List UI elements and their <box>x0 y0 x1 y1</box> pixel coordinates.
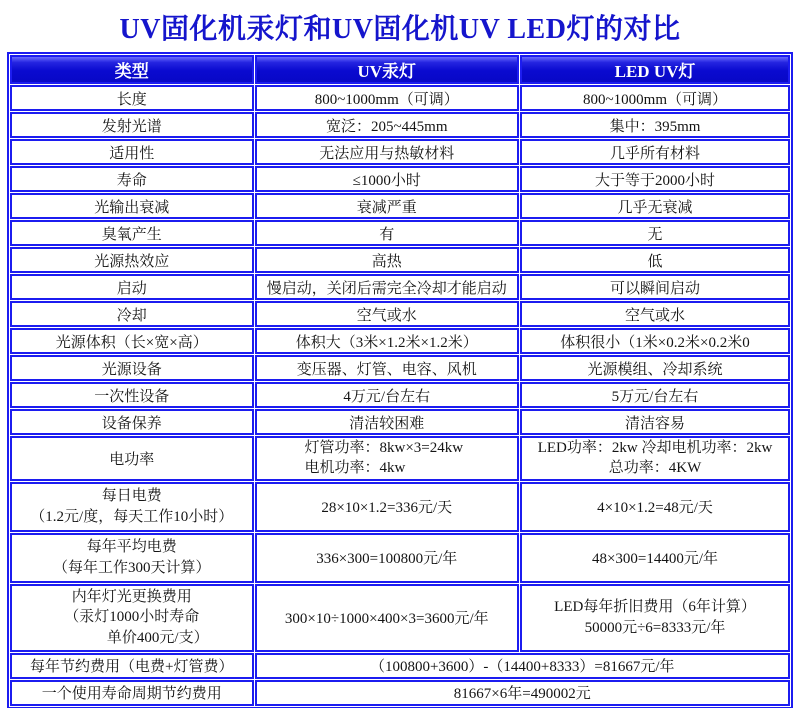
row-label-line: 内年灯光更换费用 <box>71 589 192 606</box>
led-value: 4×10×1.2=48元/天 <box>520 482 790 532</box>
table-row-yearly-cost <box>10 533 790 583</box>
led-value-line: LED每年折旧费用（6年计算） <box>554 599 756 616</box>
row-label: 冷却 <box>10 301 254 327</box>
mercury-value: 清洁较困难 <box>255 409 520 435</box>
table-row <box>10 301 790 327</box>
mercury-value: ≤1000小时 <box>255 166 520 192</box>
table-row <box>10 382 790 408</box>
table-row <box>10 355 790 381</box>
row-label: 发射光谱 <box>10 112 254 138</box>
row-label <box>10 584 254 652</box>
table-row-power <box>10 436 790 481</box>
row-label <box>10 482 254 532</box>
led-value-line: 总功率：4KW <box>608 460 702 477</box>
led-value: 低 <box>520 247 790 273</box>
row-label: 每年节约费用（电费+灯管费） <box>10 653 254 679</box>
header-row <box>10 55 790 84</box>
led-value: 800~1000mm（可调） <box>520 85 790 111</box>
led-value: 集中：395mm <box>520 112 790 138</box>
row-label: 光源体积（长×宽×高） <box>10 328 254 354</box>
row-label-line: 单价400元/支） <box>106 629 209 646</box>
header-type: 类型 <box>10 55 254 84</box>
led-value <box>520 436 790 481</box>
row-label: 设备保养 <box>10 409 254 435</box>
led-value: 几乎所有材料 <box>520 139 790 165</box>
row-label: 一个使用寿命周期节约费用 <box>10 680 254 706</box>
row-label: 适用性 <box>10 139 254 165</box>
led-value-line: 50000元÷6=8333元/年 <box>584 619 726 636</box>
mercury-value-line: 电机功率：4kw <box>304 460 406 477</box>
row-label-line: （每年工作300天计算） <box>52 559 211 576</box>
row-label: 光源热效应 <box>10 247 254 273</box>
mercury-value: 衰减严重 <box>255 193 520 219</box>
led-value: 大于等于2000小时 <box>520 166 790 192</box>
mercury-value: 300×10÷1000×400×3=3600元/年 <box>255 584 520 652</box>
table-row <box>10 220 790 246</box>
comparison-table <box>7 52 793 708</box>
table-row <box>10 112 790 138</box>
led-value: 体积很小（1米×0.2米×0.2米0 <box>520 328 790 354</box>
row-label: 臭氧产生 <box>10 220 254 246</box>
row-label-line: 每日电费 <box>101 488 162 505</box>
row-label: 启动 <box>10 274 254 300</box>
header-uv-mercury: UV汞灯 <box>255 55 520 84</box>
mercury-value: 28×10×1.2=336元/天 <box>255 482 520 532</box>
led-value: 48×300=14400元/年 <box>520 533 790 583</box>
row-label-line: 每年平均电费 <box>86 539 177 556</box>
mercury-value: 空气或水 <box>255 301 520 327</box>
row-label-line: （1.2元/度，每天工作10小时） <box>30 508 234 525</box>
table-row-replacement-cost <box>10 584 790 652</box>
mercury-value: 体积大（3米×1.2米×1.2米） <box>255 328 520 354</box>
mercury-value: 4万元/台左右 <box>255 382 520 408</box>
led-value <box>520 584 790 652</box>
row-label-line: （汞灯1000小时寿命 <box>64 609 200 626</box>
table-row <box>10 139 790 165</box>
mercury-value: 无法应用与热敏材料 <box>255 139 520 165</box>
mercury-value: 高热 <box>255 247 520 273</box>
led-value-line: LED功率：2kw 冷却电机功率：2kw <box>537 440 773 456</box>
row-label: 电功率 <box>10 436 254 481</box>
merged-value: （100800+3600）-（14400+8333）=81667元/年 <box>255 653 791 679</box>
led-value: 5万元/台左右 <box>520 382 790 408</box>
mercury-value-line: 灯管功率：8kw×3=24kw <box>304 440 464 456</box>
table-row <box>10 274 790 300</box>
mercury-value: 336×300=100800元/年 <box>255 533 520 583</box>
table-row-lifecycle-saving <box>10 680 790 706</box>
merged-value: 81667×6年=490002元 <box>255 680 791 706</box>
mercury-value: 慢启动，关闭后需完全冷却才能启动 <box>255 274 520 300</box>
row-label <box>10 533 254 583</box>
mercury-value: 变压器、灯管、电容、风机 <box>255 355 520 381</box>
row-label: 寿命 <box>10 166 254 192</box>
led-value: 无 <box>520 220 790 246</box>
led-value: 可以瞬间启动 <box>520 274 790 300</box>
row-label: 光输出衰减 <box>10 193 254 219</box>
table-row-daily-cost <box>10 482 790 532</box>
header-led-uv: LED UV灯 <box>520 55 790 84</box>
led-value: 空气或水 <box>520 301 790 327</box>
led-value: 几乎无衰减 <box>520 193 790 219</box>
table-row-yearly-saving <box>10 653 790 679</box>
table-row <box>10 409 790 435</box>
mercury-value: 800~1000mm（可调） <box>255 85 520 111</box>
table-row <box>10 166 790 192</box>
table-row <box>10 247 790 273</box>
table-row <box>10 85 790 111</box>
row-label: 长度 <box>10 85 254 111</box>
led-value: 清洁容易 <box>520 409 790 435</box>
row-label: 一次性设备 <box>10 382 254 408</box>
mercury-value <box>255 436 520 481</box>
mercury-value: 有 <box>255 220 520 246</box>
page-title: UV固化机汞灯和UV固化机UV LED灯的对比 <box>119 14 681 45</box>
mercury-value: 宽泛：205~445mm <box>255 112 520 138</box>
led-value: 光源模组、冷却系统 <box>520 355 790 381</box>
table-row <box>10 328 790 354</box>
table-row <box>10 193 790 219</box>
row-label: 光源设备 <box>10 355 254 381</box>
